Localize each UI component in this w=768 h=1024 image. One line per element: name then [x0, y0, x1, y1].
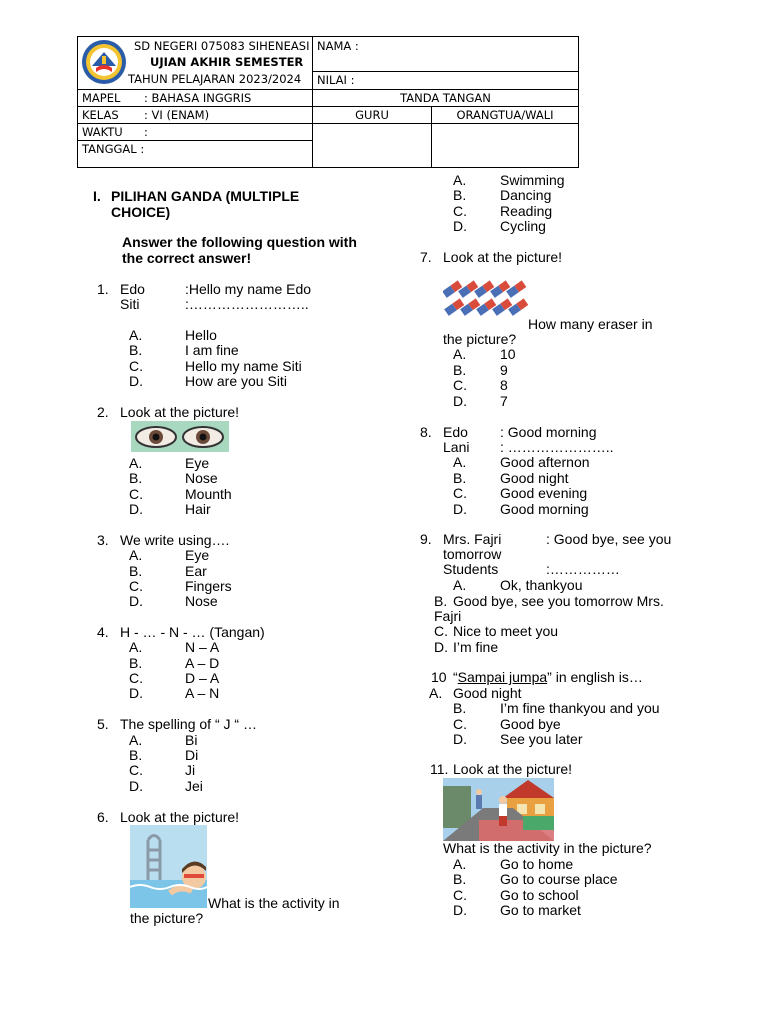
- q11-option-letter: A.: [453, 856, 467, 872]
- mapel-cell: [78, 90, 313, 107]
- q7-option-text: 8: [500, 377, 508, 393]
- q5-number: 5.: [97, 716, 109, 732]
- q7-number: 7.: [420, 249, 432, 265]
- q6-option-text: Dancing: [500, 187, 552, 203]
- q3-option-letter: C.: [129, 578, 143, 594]
- q11-option-letter: C.: [453, 887, 467, 903]
- q10-option-letter: B.: [453, 700, 467, 716]
- q8-number: 8.: [420, 424, 432, 440]
- q5-option-letter: C.: [129, 762, 143, 778]
- q6-option-text: Reading: [500, 203, 553, 219]
- q6-option-letter: C.: [453, 203, 467, 219]
- q10-underlined-phrase: Sampai jumpa: [457, 669, 548, 685]
- kelas-label: KELAS: [82, 108, 119, 122]
- tanda-tangan-cell: [313, 90, 579, 107]
- tanggal-cell: [78, 141, 313, 168]
- section-title-line2: CHOICE): [111, 204, 171, 220]
- q9-option-text: Nice to meet you: [453, 623, 559, 639]
- q1-line1: :Hello my name Edo: [185, 281, 312, 297]
- q11-option-text: Go to course place: [500, 871, 618, 887]
- q7-option-letter: A.: [453, 346, 467, 362]
- q5-option-letter: A.: [129, 732, 143, 748]
- q2-option-letter: C.: [129, 486, 143, 502]
- q3-number: 3.: [97, 532, 109, 548]
- swimming-picture: [130, 825, 207, 908]
- q11-option-letter: D.: [453, 902, 467, 918]
- exam-header-table: [77, 36, 579, 168]
- q8-option-text: Good morning: [500, 501, 589, 517]
- q1-option-letter: C.: [129, 358, 143, 374]
- q9-option-letter: B.: [434, 593, 448, 609]
- q1-option-text: How are you Siti: [185, 373, 287, 389]
- q9-option-letter: A.: [453, 577, 467, 593]
- guru-signature-cell: [313, 124, 432, 168]
- q10-quote-open: “: [453, 669, 458, 685]
- q2-option-text: Eye: [185, 455, 210, 471]
- q8-option-text: Good afternon: [500, 454, 590, 470]
- q4-option-text: A – N: [185, 685, 220, 701]
- q9-option-text: I’m fine: [453, 639, 499, 655]
- q3-option-text: Nose: [185, 593, 218, 609]
- eyes-picture: [131, 421, 229, 452]
- q8-line1: : Good morning: [500, 424, 597, 440]
- q10-option-text: Good night: [453, 685, 522, 701]
- q11-option-text: Go to home: [500, 856, 574, 872]
- q4-number: 4.: [97, 624, 109, 640]
- q6-option-text: Swimming: [500, 172, 565, 188]
- q6-option-letter: D.: [453, 218, 467, 234]
- q6-number: 6.: [97, 809, 109, 825]
- q1-option-text: Hello: [185, 327, 217, 343]
- q4-text: H - … - N - … (Tangan): [120, 624, 265, 640]
- q2-option-letter: A.: [129, 455, 143, 471]
- q5-text: The spelling of “ J “ …: [120, 716, 257, 732]
- q9-line1b: tomorrow: [443, 546, 502, 562]
- q2-option-letter: D.: [129, 501, 143, 517]
- mapel-value: : BAHASA INGGRIS: [144, 91, 252, 105]
- q9-option-letter: C.: [434, 623, 448, 639]
- q8-option-text: Good night: [500, 470, 569, 486]
- section-number: I.: [93, 188, 101, 204]
- q7-after-line1: How many eraser in: [528, 316, 653, 332]
- q4-option-letter: A.: [129, 639, 143, 655]
- q9-speaker2: Students: [443, 561, 499, 577]
- q1-number: 1.: [97, 281, 109, 297]
- q1-option-text: Hello my name Siti: [185, 358, 302, 374]
- q9-number: 9.: [420, 531, 432, 547]
- q1-option-text: I am fine: [185, 342, 239, 358]
- nama-label: NAMA :: [317, 39, 359, 53]
- q3-option-letter: B.: [129, 563, 143, 579]
- waktu-label: WAKTU: [82, 125, 123, 139]
- q11-text: Look at the picture!: [453, 761, 573, 777]
- q4-option-text: A – D: [185, 655, 220, 671]
- q11-after: What is the activity in the picture?: [443, 840, 652, 856]
- q1-option-letter: A.: [129, 327, 143, 343]
- q7-option-letter: D.: [453, 393, 467, 409]
- q8-speaker1: Edo: [443, 424, 468, 440]
- q3-option-letter: D.: [129, 593, 143, 609]
- nama-cell: [313, 37, 579, 72]
- q4-option-text: D – A: [185, 670, 220, 686]
- q8-option-letter: B.: [453, 470, 467, 486]
- orangtua-label: ORANGTUA/WALI: [456, 108, 554, 122]
- q2-number: 2.: [97, 404, 109, 420]
- kelas-cell: [78, 107, 313, 124]
- q4-option-text: N – A: [185, 639, 220, 655]
- q9-option-text: Ok, thankyou: [500, 577, 583, 593]
- q10-option-letter: D.: [453, 731, 467, 747]
- erasers-picture: [443, 280, 528, 318]
- walking-students-picture: [443, 778, 554, 841]
- nilai-label: NILAI :: [317, 73, 355, 88]
- q6-text: Look at the picture!: [120, 809, 240, 825]
- tanggal-label: TANGGAL :: [82, 142, 145, 156]
- instruction-line2: the correct answer!: [122, 250, 252, 266]
- q9-option-text-continued: Fajri: [434, 608, 462, 624]
- q5-option-text: Ji: [185, 762, 196, 778]
- q4-option-letter: D.: [129, 685, 143, 701]
- q7-option-letter: B.: [453, 362, 467, 378]
- q6-option-letter: B.: [453, 187, 467, 203]
- nilai-cell: [313, 71, 579, 89]
- q11-option-letter: B.: [453, 871, 467, 887]
- q3-option-text: Ear: [185, 563, 207, 579]
- q2-option-text: Hair: [185, 501, 211, 517]
- q2-option-text: Mounth: [185, 486, 232, 502]
- kelas-value: : VI (ENAM): [144, 108, 210, 122]
- q1-option-letter: D.: [129, 373, 143, 389]
- q10-rest: ” in english is…: [547, 669, 643, 685]
- q6-option-text: Cycling: [500, 218, 546, 234]
- q9-option-letter: D.: [434, 639, 448, 655]
- q11-number: 11.: [430, 761, 449, 777]
- exam-title: UJIAN AKHIR SEMESTER: [150, 55, 304, 69]
- q7-option-text: 7: [500, 393, 508, 409]
- q8-option-letter: C.: [453, 485, 467, 501]
- q1-line2: :……………………..: [185, 296, 309, 312]
- q8-line2: : …………………..: [500, 439, 614, 455]
- q5-option-letter: D.: [129, 778, 143, 794]
- q8-option-letter: A.: [453, 454, 467, 470]
- q6-after-line1: What is the activity in: [208, 895, 340, 911]
- q5-option-text: Di: [185, 747, 199, 763]
- q5-option-letter: B.: [129, 747, 143, 763]
- q10-option-letter: C.: [453, 716, 467, 732]
- waktu-value: :: [144, 125, 148, 139]
- q10-option-text: See you later: [500, 731, 583, 747]
- q8-option-text: Good evening: [500, 485, 588, 501]
- q6-option-letter: A.: [453, 172, 467, 188]
- q3-option-letter: A.: [129, 547, 143, 563]
- tanda-tangan-label: TANDA TANGAN: [400, 91, 491, 105]
- q9-option-text: Good bye, see you tomorrow Mrs.: [453, 593, 664, 609]
- q10-option-text: Good bye: [500, 716, 561, 732]
- instruction-line1: Answer the following question with: [122, 234, 357, 250]
- q11-option-text: Go to school: [500, 887, 579, 903]
- q5-option-text: Jei: [185, 778, 203, 794]
- q3-option-text: Fingers: [185, 578, 232, 594]
- q10-number: 10: [431, 669, 447, 685]
- q3-text: We write using….: [120, 532, 230, 548]
- q1-option-letter: B.: [129, 342, 143, 358]
- waktu-cell: [78, 124, 313, 141]
- q2-option-text: Nose: [185, 470, 218, 486]
- section-title-line1: PILIHAN GANDA (MULTIPLE: [111, 188, 300, 204]
- q9-line2: :……………: [546, 561, 620, 577]
- mapel-label: MAPEL: [82, 91, 121, 105]
- q4-option-letter: B.: [129, 655, 143, 671]
- q1-speaker2: Siti: [120, 296, 140, 312]
- q2-text: Look at the picture!: [120, 404, 240, 420]
- orangtua-signature-cell: [432, 124, 579, 168]
- q7-after-line2: the picture?: [443, 331, 517, 347]
- q10-option-letter: A.: [429, 685, 443, 701]
- school-name: SD NEGERI 075083 SIHENEASI: [134, 39, 310, 53]
- q4-option-letter: C.: [129, 670, 143, 686]
- q7-text: Look at the picture!: [443, 249, 563, 265]
- school-year: TAHUN PELAJARAN 2023/2024: [128, 72, 302, 86]
- q1-speaker1: Edo: [120, 281, 145, 297]
- q10-text: [453, 670, 643, 685]
- q9-line1: : Good bye, see you: [546, 531, 672, 547]
- orangtua-cell: [432, 107, 579, 124]
- q7-option-letter: C.: [453, 377, 467, 393]
- tut-wuri-handayani-logo: [80, 38, 128, 86]
- guru-cell: [313, 107, 432, 124]
- q7-option-text: 9: [500, 362, 508, 378]
- q5-option-text: Bi: [185, 732, 198, 748]
- q8-option-letter: D.: [453, 501, 467, 517]
- q6-after-line2: the picture?: [130, 910, 204, 926]
- guru-label: GURU: [355, 108, 389, 122]
- q11-option-text: Go to market: [500, 902, 581, 918]
- q2-option-letter: B.: [129, 470, 143, 486]
- q9-speaker1: Mrs. Fajri: [443, 531, 502, 547]
- q10-option-text: I’m fine thankyou and you: [500, 700, 660, 716]
- q3-option-text: Eye: [185, 547, 210, 563]
- q8-speaker2: Lani: [443, 439, 470, 455]
- q7-option-text: 10: [500, 346, 516, 362]
